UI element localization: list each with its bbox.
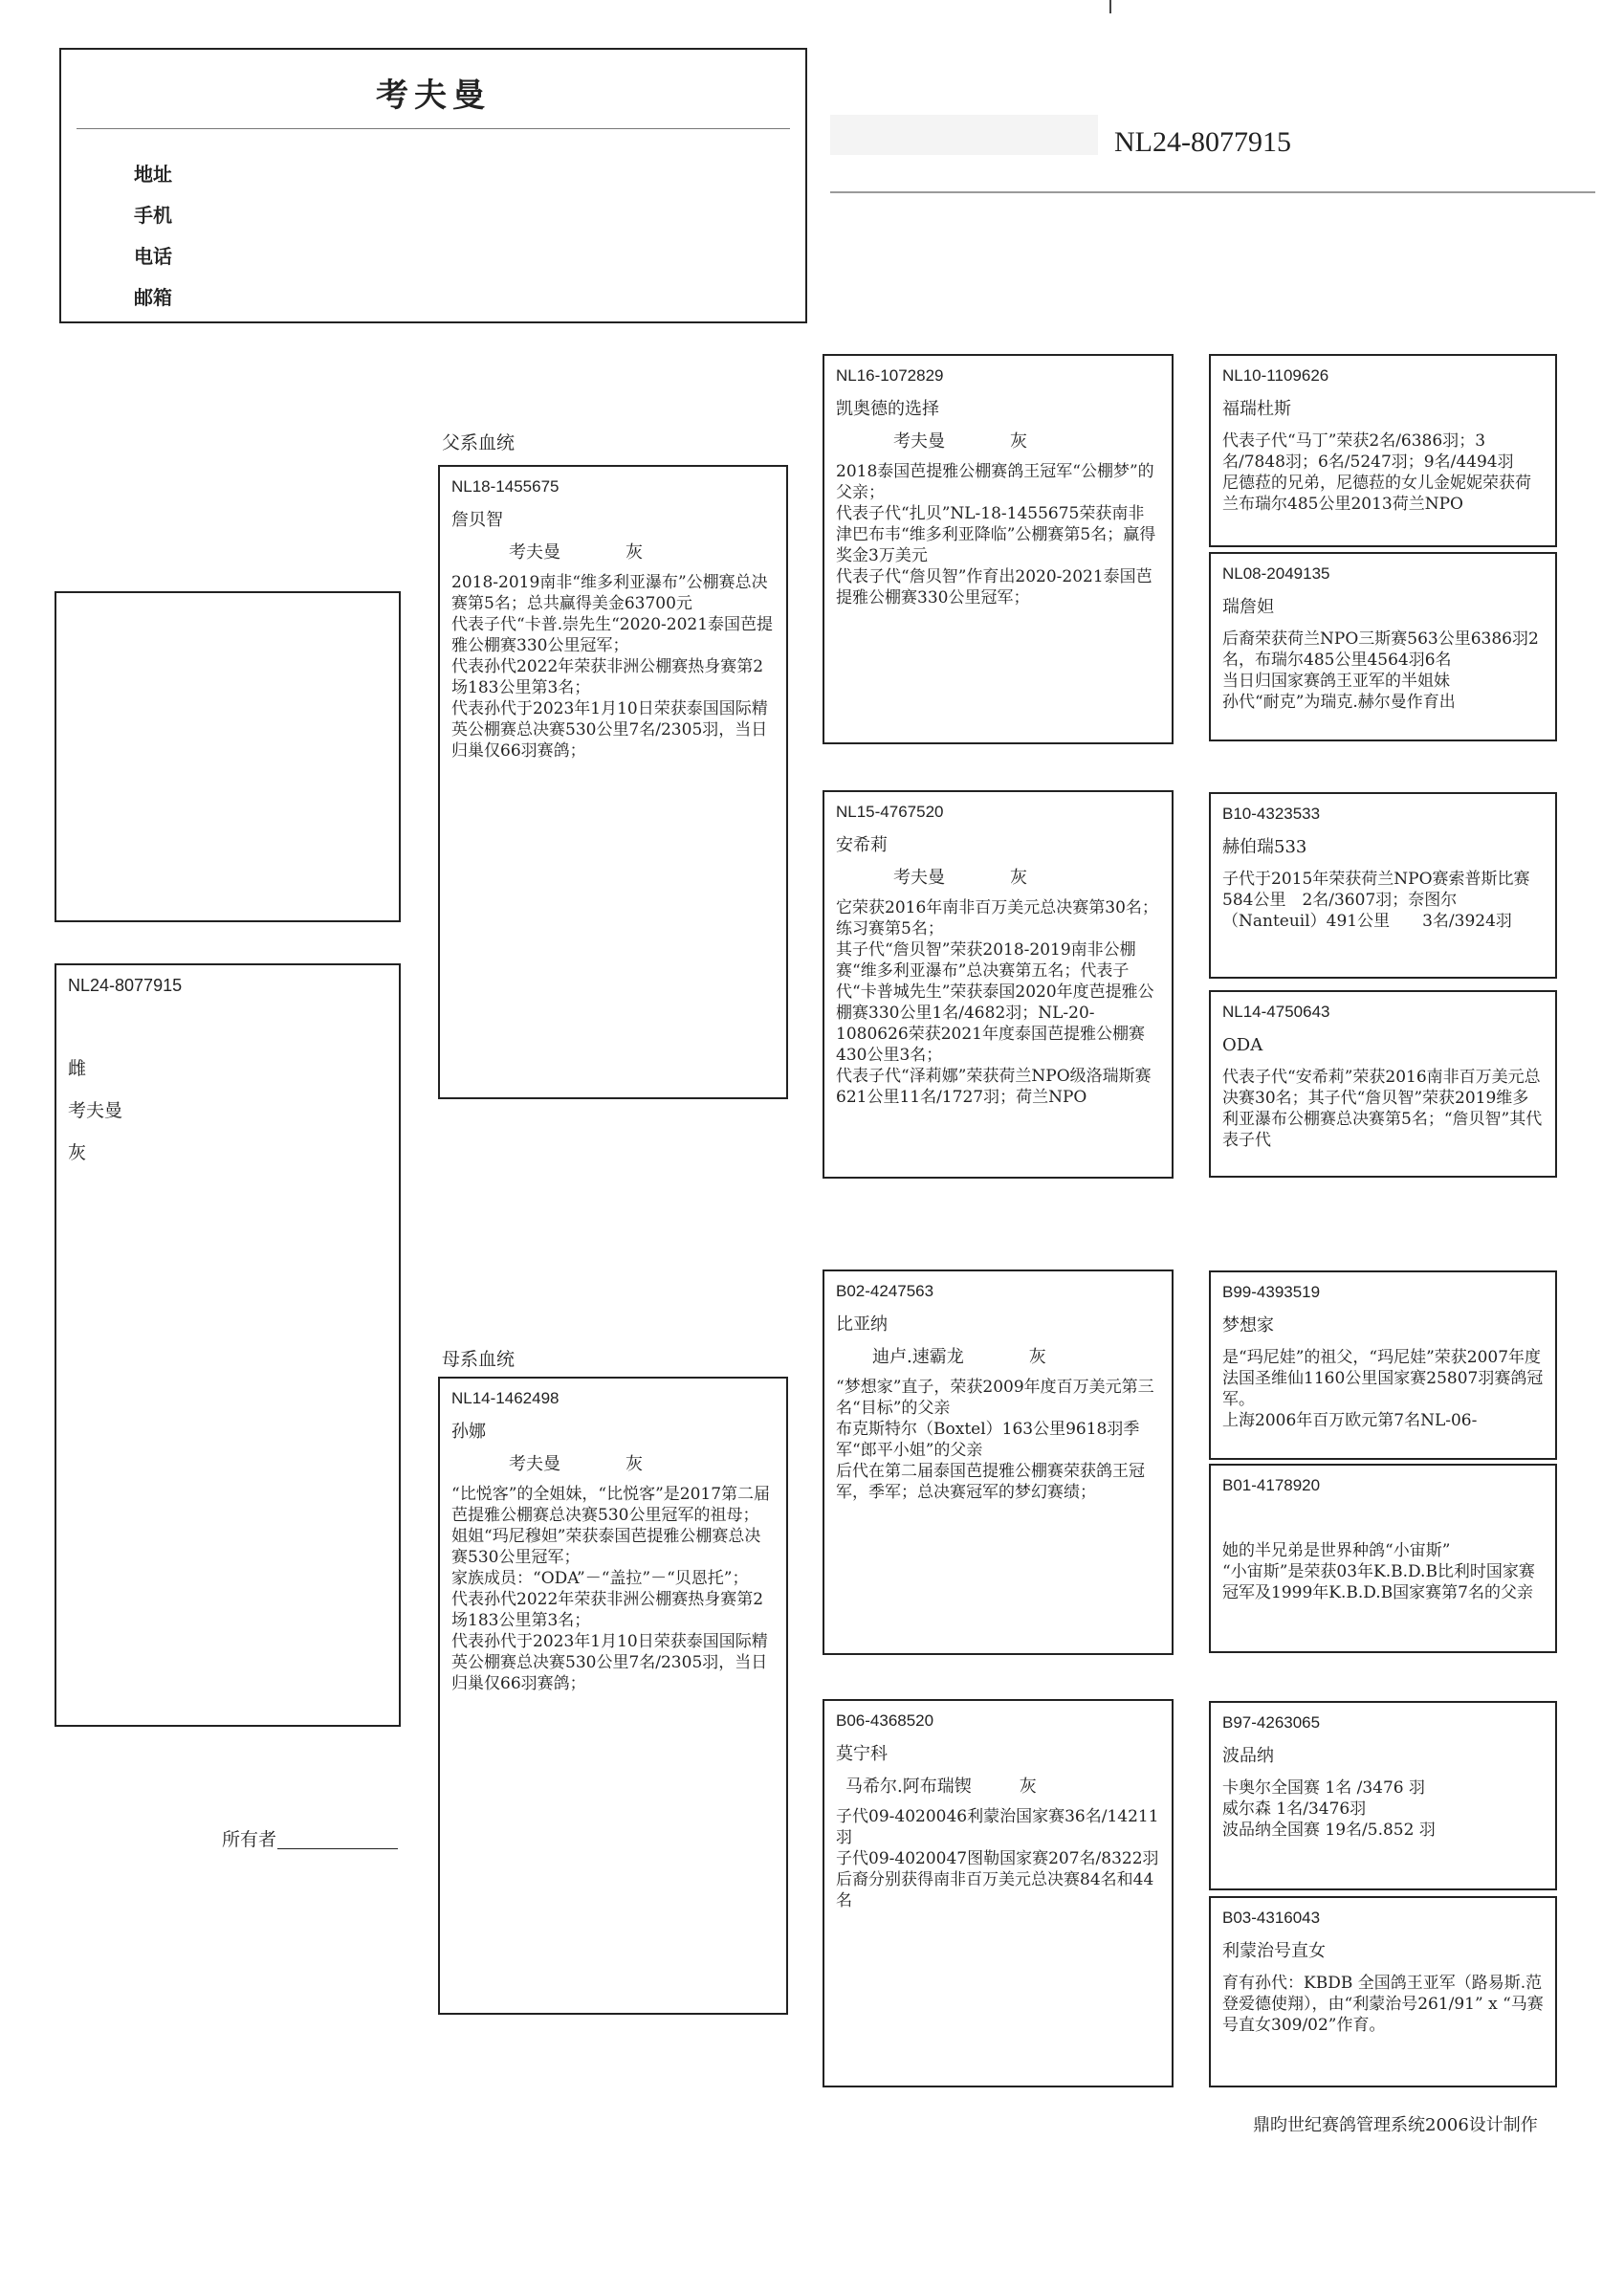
sd-dam-notes: 代表子代“安希莉”荣获2016南非百万美元总决赛30名；其子代“詹贝智”荣获2019维多利亚瀑布公棚赛总决赛第5名；“詹贝智”其代表子代: [1222, 1068, 1543, 1150]
sire-sire-breeder: 考夫曼: [893, 431, 945, 452]
ds-sire-card: [1209, 1270, 1557, 1460]
owner-signature-line: [277, 1848, 398, 1849]
sire-card: [438, 465, 788, 1099]
dd-dam-notes: 育有孙代：KBDB 全国鸽王亚军（路易斯.范登爱德使翔），由“利蒙治号261/91” x “马赛号直女309/02”作育。: [1222, 1974, 1544, 2035]
sire-sire-ring: NL16-1072829: [836, 366, 944, 385]
sire-dam-breeder: 考夫曼: [893, 868, 945, 888]
ss-sire-ring: NL10-1109626: [1222, 366, 1329, 385]
ss-sire-notes: 代表子代“马丁”荣获2名/6386羽；3名/7848羽；6名/5247羽；9名/4494羽 尼德菈的兄弟，尼德菈的女儿金妮妮荣获荷兰布瑞尔485公里2013荷兰NPO: [1222, 431, 1531, 514]
sire-dam-breeder-line: [836, 867, 1160, 890]
dam-dam-color: 灰: [1019, 1777, 1037, 1797]
ds-dam-card: [1209, 1464, 1557, 1653]
ss-sire-name: 福瑞杜斯: [1222, 399, 1291, 419]
owner-header: [59, 48, 807, 323]
subject-bird-card: [55, 963, 401, 1727]
bird-sex: 雌: [68, 1058, 87, 1079]
sire-ring: NL18-1455675: [451, 477, 560, 496]
ds-dam-name: [1222, 1508, 1544, 1531]
bird-ring: NL24-8077915: [68, 976, 183, 995]
ds-sire-name: 梦想家: [1222, 1315, 1274, 1336]
sd-sire-ring: B10-4323533: [1222, 805, 1321, 823]
dam-sire-card: [823, 1269, 1174, 1655]
ds-dam-ring: B01-4178920: [1222, 1476, 1321, 1494]
sire-notes: 2018-2019南非“维多利亚瀑布”公棚赛总决赛第5名；总共赢得美金63700元 代表子代“卡普.崇先生“2020-2021泰国芭提雅公棚赛330公里冠军； 代表孙代2022年荣获非洲公棚赛热身赛第2场183公里第3名； 代表孙代于2023年1月10日荣获泰国国际精英公棚赛总决赛530公里7名/2305羽，当日归巢仅66羽赛鸽；: [451, 573, 774, 761]
owner-title: 考夫曼: [376, 77, 491, 115]
dd-dam-card: [1209, 1896, 1557, 2087]
dd-sire-ring: B97-4263065: [1222, 1713, 1321, 1732]
top-edge-mark: [1109, 0, 1111, 13]
bird-breeder: 考夫曼: [68, 1100, 123, 1121]
sire-dam-notes: 它荣获2016年南非百万美元总决赛第30名；练习赛第5名； 其子代“詹贝智”荣获2018-2019南非公棚赛“维多利亚瀑布”总决赛第五名；代表子代“卡普城先生”荣获泰国2020年度芭提雅公棚赛330公里1名/4682羽；NL-20-1080626荣获2021年度泰国芭提雅公棚赛430公里3名； 代表子代“泽莉娜”荣获荷兰NPO级洛瑞斯赛621公里11名/1727羽；荷兰NPO: [836, 898, 1158, 1107]
sire-sire-name: 凯奥德的选择: [836, 399, 939, 419]
dam-sire-color: 灰: [1028, 1347, 1046, 1367]
dd-sire-notes: 卡奥尔全国赛 1名 /3476 羽 威尔森 1名/3476羽 波品纳全国赛 19名/5.852 羽: [1222, 1778, 1436, 1840]
top-rule: [830, 191, 1595, 193]
main-ring-number: NL24-8077915: [1114, 126, 1291, 158]
dam-dam-notes: 子代09-4020046利蒙治国家赛36名/14211羽 子代09-4020047图勒国家赛207名/8322羽 后裔分别获得南非百万美元总决赛84名和44名: [836, 1807, 1159, 1910]
sire-breeder-line: [451, 541, 775, 564]
ss-dam-card: [1209, 552, 1557, 741]
dam-dam-card: [823, 1699, 1174, 2087]
sire-breeder: 考夫曼: [509, 542, 560, 563]
sd-sire-name: 赫伯瑞533: [1222, 837, 1307, 857]
dam-card: [438, 1377, 788, 2015]
dam-dam-ring: B06-4368520: [836, 1711, 934, 1730]
sire-line-label: 父系血统: [442, 432, 516, 453]
ss-dam-notes: 后裔荣获荷兰NPO三斯赛563公里6386羽2名，布瑞尔485公里4564羽6名 当日归国家赛鸽王亚军的半姐妹 孙代“耐克”为瑞克.赫尔曼作育出: [1222, 629, 1539, 712]
dam-line-label: 母系血统: [442, 1349, 516, 1370]
ss-sire-card: [1209, 354, 1557, 547]
footer-credit: 鼎昀世纪赛鸽管理系统2006设计制作: [1253, 2115, 1538, 2135]
ds-dam-notes: 她的半兄弟是世界种鸽“小宙斯” “小宙斯”是荣获03年K.B.D.B比利时国家赛冠军及1999年K.B.D.B国家赛第7名的父亲: [1222, 1541, 1535, 1602]
address-label: 地址: [134, 163, 172, 186]
ds-sire-notes: 是“玛尼娃”的祖父，“玛尼娃”荣获2007年度法国圣维仙1160公里国家赛25807羽赛鸽冠军。 上海2006年百万欧元第7名NL-06-: [1222, 1348, 1544, 1430]
sd-dam-card: [1209, 990, 1557, 1178]
photo-placeholder: [55, 591, 401, 922]
sire-sire-card: [823, 354, 1174, 744]
sire-name: 詹贝智: [451, 510, 503, 530]
dam-sire-breeder-line: [836, 1346, 1160, 1369]
dam-sire-ring: B02-4247563: [836, 1282, 934, 1300]
sd-sire-notes: 子代于2015年荣获荷兰NPO赛索普斯比赛584公里 2名/3607羽；奈图尔（Nanteuil）491公里 3名/3924羽: [1222, 870, 1530, 931]
dam-dam-breeder: 马希尔.阿布瑞锲: [845, 1777, 972, 1797]
sire-dam-name: 安希莉: [836, 835, 888, 855]
phone-label: 电话: [134, 245, 172, 268]
ds-sire-ring: B99-4393519: [1222, 1283, 1321, 1301]
dam-notes: “比悦客”的全姐妹，“比悦客”是2017第二届芭提雅公棚赛总决赛530公里冠军的祖母； 姐姐“玛尼穆妲”荣获泰国芭提雅公棚赛总决赛530公里冠军； 家族成员：“ODA”－“盖拉”－“贝恩托”； 代表孙代2022年荣获非洲公棚赛热身赛第2场183公里第3名； 代表孙代于2023年1月10日荣获泰国国际精英公棚赛总决赛530公里7名/2305羽，当日归巢仅66羽赛鸽；: [451, 1485, 771, 1693]
dam-color: 灰: [625, 1454, 643, 1474]
sire-sire-notes: 2018泰国芭提雅公棚赛鸽王冠军“公棚梦”的父亲； 代表子代“扎贝”NL-18-1455675荣获南非津巴布韦“维多利亚降临”公棚赛第5名；赢得奖金3万美元 代表子代“詹贝智”作育出2020-2021泰国芭提雅公棚赛330公里冠军；: [836, 462, 1156, 607]
sire-dam-card: [823, 790, 1174, 1179]
dd-dam-ring: B03-4316043: [1222, 1909, 1321, 1927]
sire-sire-breeder-line: [836, 430, 1160, 453]
bird-color: 灰: [68, 1142, 87, 1163]
dam-dam-breeder-line: [836, 1776, 1160, 1799]
dam-breeder-line: [451, 1453, 775, 1476]
sire-dam-ring: NL15-4767520: [836, 803, 944, 821]
sd-sire-card: [1209, 792, 1557, 979]
sd-dam-ring: NL14-4750643: [1222, 1003, 1330, 1021]
ss-dam-name: 瑞詹妲: [1222, 597, 1274, 617]
dam-sire-breeder: 迪卢.速霸龙: [872, 1347, 964, 1367]
dam-sire-notes: “梦想家”直子，荣获2009年度百万美元第三名“目标”的父亲 布克斯特尔（Boxtel）163公里9618羽季军“郎平小姐”的父亲 后代在第二届泰国芭提雅公棚赛荣获鸽王冠军，季军；总决赛冠军的梦幻赛绩；: [836, 1378, 1154, 1502]
sd-dam-name: ODA: [1222, 1035, 1263, 1055]
dd-dam-name: 利蒙治号直女: [1222, 1941, 1326, 1961]
dam-dam-name: 莫宁科: [836, 1744, 888, 1764]
sire-sire-color: 灰: [1010, 431, 1027, 452]
header-divider: [77, 128, 790, 129]
dam-sire-name: 比亚纳: [836, 1314, 888, 1335]
sire-color: 灰: [625, 542, 643, 563]
sire-dam-color: 灰: [1010, 868, 1027, 888]
owner-label: 所有者: [222, 1829, 277, 1850]
dd-sire-name: 波品纳: [1222, 1746, 1274, 1766]
dam-name: 孙娜: [451, 1422, 486, 1442]
dd-sire-card: [1209, 1701, 1557, 1890]
ss-dam-ring: NL08-2049135: [1222, 564, 1330, 583]
email-label: 邮箱: [134, 286, 172, 309]
dam-breeder: 考夫曼: [509, 1454, 560, 1474]
dam-ring: NL14-1462498: [451, 1389, 560, 1407]
faint-scan-band: [830, 115, 1098, 155]
mobile-label: 手机: [134, 204, 172, 227]
